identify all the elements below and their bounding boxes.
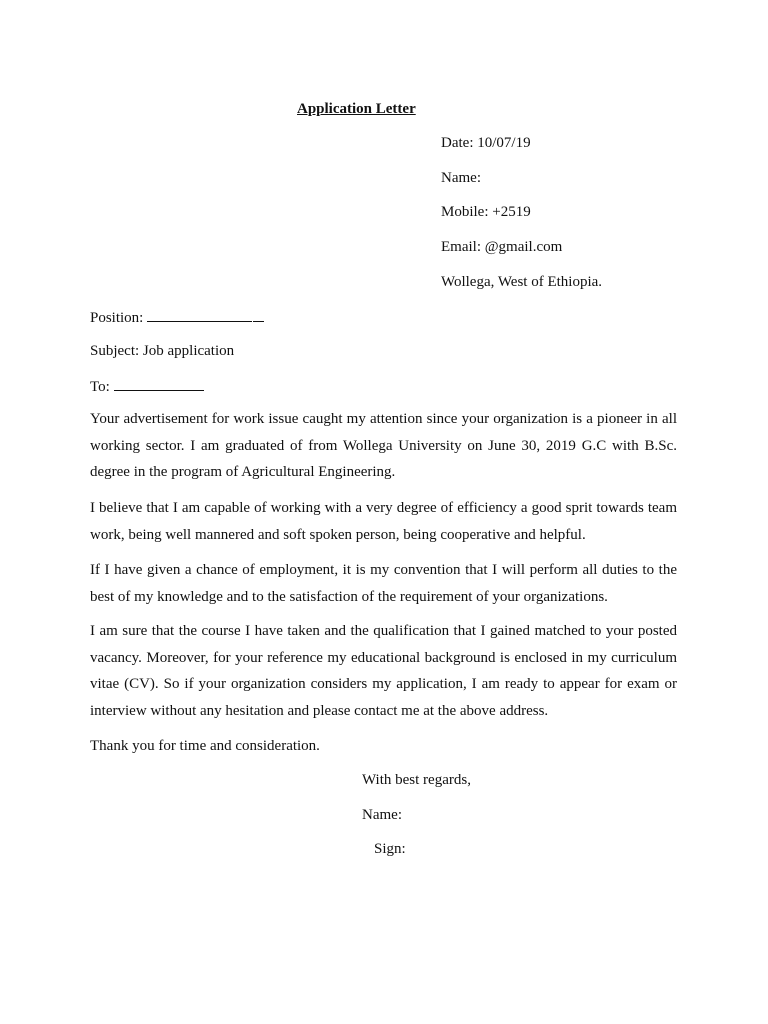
sender-location: Wollega, West of Ethiopia. bbox=[441, 274, 603, 290]
closing-name: Name: bbox=[362, 807, 402, 823]
paragraph-1 bbox=[90, 406, 677, 486]
paragraph-line: I am sure that the course I have taken and the qualification that I gained matched to your posted bbox=[90, 623, 677, 639]
to-label: To: bbox=[90, 379, 110, 395]
sender-email: Email: @gmail.com bbox=[441, 239, 563, 255]
subject-line: Subject: Job application bbox=[90, 343, 235, 359]
to-blank bbox=[114, 376, 204, 391]
paragraph-line: vitae (CV). So if your organization considers my application, I am ready to appear for exam or bbox=[90, 676, 677, 692]
paragraph-4 bbox=[90, 618, 677, 724]
paragraph-line: working sector. I am graduated of from Wollega University on June 30, 2019 G.C with B.Sc. bbox=[90, 437, 677, 454]
position-blank bbox=[147, 307, 252, 322]
paragraph-line: degree in the program of Agricultural Engineering. bbox=[90, 464, 396, 480]
paragraph-line: work, being well mannered and soft spoken person, being cooperative and helpful. bbox=[90, 526, 586, 543]
thanks-line: Thank you for time and consideration. bbox=[90, 738, 320, 754]
to-line bbox=[90, 376, 204, 396]
closing-regards: With best regards, bbox=[362, 772, 471, 788]
position-blank-end bbox=[253, 307, 264, 322]
letter-title: Application Letter bbox=[297, 101, 416, 117]
sender-date: Date: 10/07/19 bbox=[441, 135, 531, 151]
paragraph-line: interview without any hesitation and please contact me at the above address. bbox=[90, 702, 549, 719]
position-label: Position: bbox=[90, 310, 144, 326]
paragraph-2 bbox=[90, 495, 677, 548]
paragraph-line: I believe that I am capable of working with a very degree of efficiency a good sprit towards team bbox=[90, 500, 677, 516]
sender-name: Name: bbox=[441, 170, 481, 186]
paragraph-line: vacancy. Moreover, for your reference my educational background is enclosed in my curriculum bbox=[90, 649, 677, 666]
paragraph-line: best of my knowledge and to the satisfaction of the requirement of your organizations. bbox=[90, 588, 608, 605]
sender-mobile: Mobile: +2519 bbox=[441, 204, 531, 220]
paragraph-line: If I have given a chance of employment, it is my convention that I will perform all duties to the bbox=[90, 562, 677, 578]
paragraph-line: Your advertisement for work issue caught my attention since your organization is a pioneer in all bbox=[90, 411, 677, 427]
closing-sign: Sign: bbox=[374, 841, 406, 857]
position-line bbox=[90, 307, 264, 327]
paragraph-3 bbox=[90, 557, 677, 610]
